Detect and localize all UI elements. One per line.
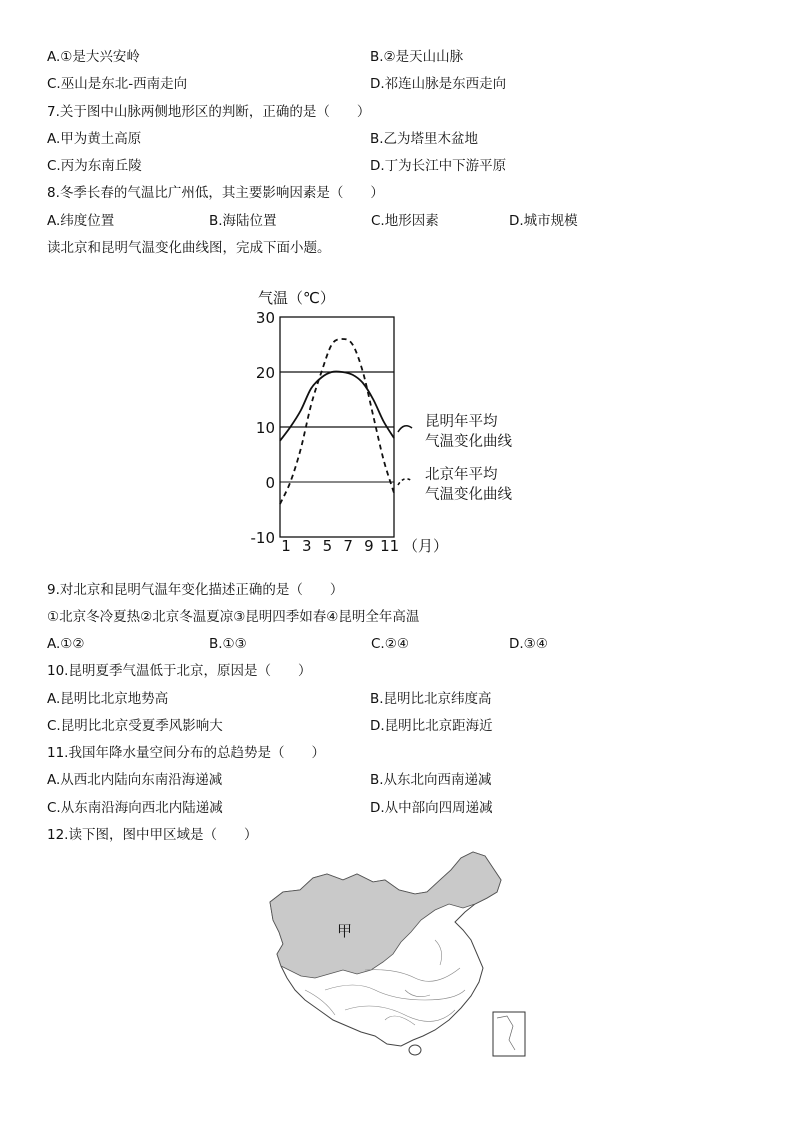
q6-option-c: C.巫山是东北-西南走向 bbox=[47, 76, 188, 92]
x-tick-label: 5 bbox=[322, 537, 333, 555]
q7-option-c: C.丙为东南丘陵 bbox=[47, 158, 142, 174]
legend-symbol bbox=[398, 479, 412, 485]
q7-option-d: D.丁为长江中下游平原 bbox=[370, 158, 507, 174]
legend-label: 气温变化曲线 bbox=[425, 434, 512, 450]
q9-option-a: A.①② bbox=[47, 636, 85, 652]
y-tick-label: 20 bbox=[255, 364, 275, 382]
q11-option-c: C.从东南沿海向西北内陆递减 bbox=[47, 800, 223, 816]
x-tick-label: 11 bbox=[380, 537, 400, 555]
legend-label: 北京年平均 bbox=[425, 467, 498, 483]
q6-option-a: A.①是大兴安岭 bbox=[47, 49, 140, 65]
x-tick-label: 9 bbox=[364, 537, 374, 555]
q11-option-a: A.从西北内陆向东南沿海递减 bbox=[47, 772, 223, 788]
hainan-island bbox=[409, 1045, 421, 1055]
q9-option-c: C.②④ bbox=[371, 636, 409, 652]
y-tick-label: 0 bbox=[265, 474, 275, 492]
y-tick-label: 10 bbox=[255, 419, 275, 437]
q9-statements: ①北京冬冷夏热②北京冬温夏凉③昆明四季如春④昆明全年高温 bbox=[47, 609, 420, 625]
q9-option-b: B.①③ bbox=[209, 636, 247, 652]
legend-label: 气温变化曲线 bbox=[425, 487, 512, 503]
q6-option-d: D.祁连山脉是东西走向 bbox=[370, 76, 507, 92]
q8-option-c: C.地形因素 bbox=[371, 213, 439, 229]
q8-stem: 8.冬季长春的气温比广州低，其主要影响因素是（ ） bbox=[47, 185, 384, 201]
south-china-sea-inset bbox=[493, 1012, 525, 1056]
q12-stem: 12.读下图，图中甲区域是（ ） bbox=[47, 827, 258, 843]
q6-option-b: B.②是天山山脉 bbox=[370, 49, 464, 65]
y-tick-label: 30 bbox=[255, 309, 275, 327]
y-tick-label: -10 bbox=[250, 529, 275, 547]
q10-option-b: B.昆明比北京纬度高 bbox=[370, 691, 492, 707]
q10-option-d: D.昆明比北京距海近 bbox=[370, 718, 493, 734]
legend-label: 昆明年平均 bbox=[425, 414, 498, 430]
q11-option-b: B.从东北向西南递减 bbox=[370, 772, 492, 788]
x-tick-label: 3 bbox=[301, 537, 312, 555]
q11-stem: 11.我国年降水量空间分布的总趋势是（ ） bbox=[47, 745, 325, 761]
q10-option-c: C.昆明比北京受夏季风影响大 bbox=[47, 718, 223, 734]
q10-stem: 10.昆明夏季气温低于北京，原因是（ ） bbox=[47, 663, 312, 679]
q7-stem: 7.关于图中山脉两侧地形区的判断，正确的是（ ） bbox=[47, 104, 371, 120]
chart-x-label: （月） bbox=[403, 537, 449, 555]
beijing-temperature-line bbox=[280, 339, 394, 504]
q8-option-d: D.城市规模 bbox=[509, 213, 578, 229]
chart-intro: 读北京和昆明气温变化曲线图，完成下面小题。 bbox=[47, 240, 331, 256]
q9-option-d: D.③④ bbox=[509, 636, 548, 652]
x-tick-label: 7 bbox=[343, 537, 353, 555]
china-map bbox=[265, 850, 530, 1060]
q11-option-d: D.从中部向四周递减 bbox=[370, 800, 493, 816]
q7-option-b: B.乙为塔里木盆地 bbox=[370, 131, 479, 147]
x-tick-label: 1 bbox=[281, 537, 291, 555]
q10-option-a: A.昆明比北京地势高 bbox=[47, 691, 169, 707]
legend-symbol bbox=[398, 426, 412, 432]
q8-option-a: A.纬度位置 bbox=[47, 213, 115, 229]
chart-y-label: 气温（℃） bbox=[258, 289, 335, 307]
map-label-jia: 甲 bbox=[337, 922, 353, 940]
temperature-chart bbox=[240, 280, 540, 570]
q8-option-b: B.海陆位置 bbox=[209, 213, 277, 229]
q7-option-a: A.甲为黄土高原 bbox=[47, 131, 142, 147]
q9-stem: 9.对北京和昆明气温年变化描述正确的是（ ） bbox=[47, 582, 344, 598]
